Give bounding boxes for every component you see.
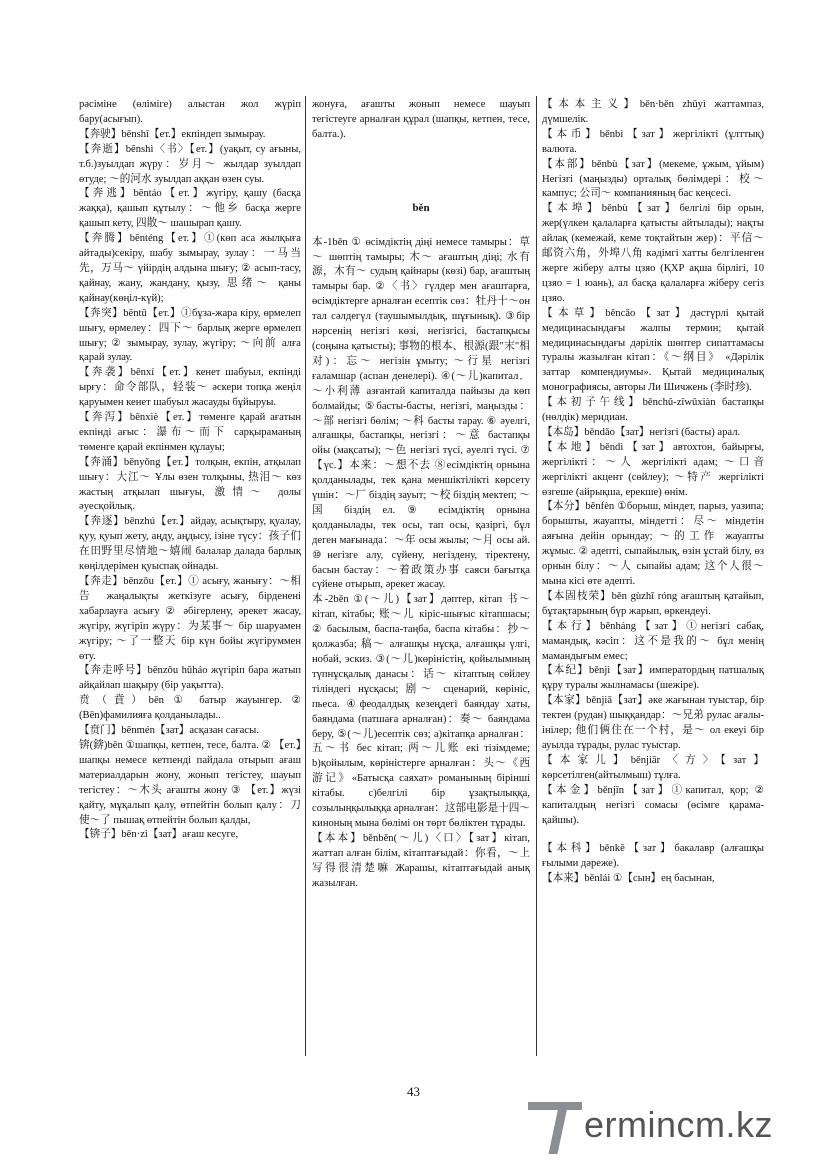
entry: 【本部】běnbù【зат】(мекеме, ұжым, ұйым) Негізгі (маңызды) орталық бөлімдері：校～ кампус; 公司～ компанияның бас кеңсесі. [542, 158, 764, 200]
entry: 【本币】běnbì【зат】жергілікті (ұлттық) валюта. [542, 128, 764, 155]
entry: 本-1běn ① өсімдіктің діңі немесе тамыры：草～ шөптің тамыры; 木～ ағаштың діңі; 水有源，木有～ судың қайнары (көзі) бар, ағаштың тамыры бар. ②〈书〉гүлдер мен ағаштарға, өсімдіктерге арналған есептік сөз：牡丹十～он тал сәлдегүл (таушымылдық, шұғынық). ③бір нәрсенің негізгі көзі, негізгісі, бастапқысы (соңына қатысты); 事物的根本、根源(跟"末"相对)：忘～ негізін ұмыту; ～行星 негізгі ғаламшар (аспан денелері). ④(～儿)капитал．～小利薄 азғантай капиталда пайызы да көп болмайды; ⑤басты-басты, негізгі, маңызды：～部 негізгі бөлім; ～科 басты тарау. ⑥ әуелгі, алғашқы, бастапқы, негізгі：～意 бастапқы ойы (мақсаты); ～色 негізгі түсі, әуелгі түсі. ⑦【үс.】本来：～想不去 ⑧есімдіктің орнына қолданылады, тек қана меншіктілікті көрсету үшін：～厂 біздің зауыт; ～校 біздің мектеп; ～国 біздің ел. ⑨ есімдіктің орнына қолданылады, тек осы, тап осы, қазіргі, бұл деген мағынада：～年 осы жылы; ～月 осы ай. ⑩негізге алу, сүйену, негіздену, тіректену, басын бастау：～着政策办事 саяси бағытқа сүйене отырып, әрекет жасау. [312, 236, 530, 591]
spacer [542, 828, 764, 842]
entry: 【奔涌】bēnyǒng【ет.】толқын, екпін, атқылап шығу：大江～ Ұлы өзен толқыны, 热泪～ көз жастың атқылап шығуы, 激情～ долы әуесқойлық. [79, 456, 301, 513]
entry: 本-2běn ①(～儿)【зат】дәптер, кітап 书～ кітап, кітабы; 账～儿 кіріс-шығыс кітапшасы; ② басылым, баспа-таңба, баспа кітабы：抄～ қолжазба; 稿～ алғашқы нұсқа, алғашқы үлгі, нобай, эскиз. ③(～儿)көріністің, қойылымның түпнұсқалық данасы：话～ кітаптың сөйлеу тіліндегі нұсқасы; 剧～ сценарий, көрініс, пьеса. ④феодалдық кезеңдегі баяндау хаты, баяндама (патшаға арналған)：奏～ баяндама беру, ⑤(～儿)есептік сөз; а)кітапқа арналған：五～书 бес кітап; 两～儿账 екі тізімдеме; b)қойылым, көріністерге арналған：头～《西游记》«Батысқа саяхат» романының бірінші кітабы. c)белгілі бір ұзақтылыққа, созылыңқылыққа арналған：这部电影是十四～ киноның мына бөлімі он төрт бөліктен тұрады. [312, 594, 530, 829]
entry: 锛(錛)bēn ①шапқы, кетпен, тесе, балта. ② 【ет.】шапқы немесе кетпенді пайдала отырып ағаш материалдарын жону, жонып тегістеу, шауып тегістеу：～木头 ағашты жону ③ 【ет.】жүзі қайту, мұқалып қалу, өтпейтін болып қалу：刀使～了 пышақ өтпейтін болып қалды, [79, 739, 301, 826]
column-divider-2 [536, 96, 537, 1056]
entry: 【奔驶】bēnshǐ【ет.】екпіндеп зымырау. [79, 128, 266, 140]
entry: 【奔逐】bēnzhú【ет.】айдау, асықтыру, қуалау, қуу, қуып жету, аңду, аңдысу, ізіне түсу：孩子们在田野里尽情地～嬉闹 балалар далада барлық көңілдерімен қуыспақ ойнады. [79, 516, 301, 573]
entry: 【本来】běnlái ①【сын】ең басынан, [542, 873, 715, 885]
entry: 【本埠】běnbù【зат】белгілі бір орын, жер(үлкен қалаларға қатысты айтылады); нақты айлақ (кемежай, кеме тоқтайтын жер)：平信～邮资六角，外埠八角 кәдімгі хатты белгіленген жерге жіберу алты цзяо (ҚХР ақша бірлігі, 10 цзяо = 1 юань), ал басқа қалаларға жіберу сегіз цзяо. [542, 203, 764, 304]
dictionary-column-2 [312, 98, 530, 892]
section-heading: běn [412, 201, 430, 214]
logo-t-bar [528, 1102, 582, 1110]
entry: жонуға, ағашты жонып немесе шауып тегістеуге арналған құрал (шапқы, кетпен, тесе, балта.). [312, 99, 530, 140]
entry: 【本分】běnfèn ①борыш, міндет, парыз, уазипа; борышты, жауапты, міндетті：尽～ міндетін аяғына дейін орындау; ～的工作 жауапты жұмыс. ② әдепті, сыпайылық, өзін ұстай білу, өз орнын білу：～人 сыпайы адам; 这个人很～ мына кісі өте әдепті. [542, 501, 764, 587]
entry: 【本金】běnjīn【зат】①капитал, қор; ② капиталдың негізгі сомасы (өсімге қарама-қайшы). [542, 784, 764, 826]
page-number: 43 [407, 1084, 420, 1099]
logo-text: erminc​m.kz [584, 1104, 774, 1145]
entry: 【奔走】bēnzǒu【ет.】① асығу, жанығу：～相告 жаңалықты жеткізуге асығу, бірденені хабарлауға асығу ② әбігерлену, әрекет жасау, жүгіру, жүгіріп жүру：为某事～ бір шаруамен жүгіру; ～了一整天 бір күн бойы жүгіруммен өту. [79, 576, 301, 662]
entry: 【奔走呼号】bēnzǒu hūháo жүгіріп бара жатып айқайлап шақыру (бір уақытта). [79, 665, 301, 692]
entry: 【奔腾】bēnténg【ет.】①(көп аса жылқыға айтады)секіру, шабу зымырау, зулау：一马当先，万马～ үйірдің алдына шығу; ② асып-тасу, қайнау, жану, жандану, қызу, 思绪～ қаны қайнау(көңіл-күй); [79, 233, 301, 304]
entry: 【本岛】běndǎo【зат】негізгі (басты) арал. [542, 426, 741, 438]
entry: 【本地】běndì【зат】автохтон, байырғы, жергілікті：～人 жергілікті адам; ～口音 жергілікті акцент (сөйлеу); ～特产 жергілікті өзгеше (айрықша, ерекше) өнім. [542, 441, 764, 498]
entry: 【奔逃】bēntáo【ет.】жүгіру, қашу (басқа жаққа), қашып құтылу：～他乡 басқа жерге қашып кету, 四散～ шашырап қашу. [79, 188, 301, 230]
entry: 【贲门】bēnmén【зат】асқазан сағасы. [79, 725, 259, 737]
entry: 【本本主义】běn·běn zhǔyì жаттампаз, дүмшелік. [542, 99, 764, 125]
termincom-logo [528, 1098, 813, 1160]
dictionary-column-3 [542, 98, 764, 887]
entry: 【本家】běnjiā【зат】әке жағынан туыстар, бір тектен (рудан) шыққандар：～兄弟 рулас ағалы-інілер; 他们俩住在一个村，是～ ол екеуі бір ауылда тұрады, рулас туыстар. [542, 695, 764, 751]
entry: 【本纪】běnjì【зат】императордың патшалық құру туралы жылнамасы (шежіре). [542, 665, 764, 692]
entry: 【奔泻】bēnxiè【ет.】төменге қарай ағатын екпінді ағыс：瀑布～而下 сарқыраманың төменге қарай екпінмен құлауы; [79, 412, 301, 453]
entry: 【本初子午线】běnchū-zǐwǔxiàn бастапқы (нөлдік) меридиан. [542, 397, 764, 424]
entry: 【本本】běnběn(～儿)〈口〉【зат】кітап, жаттап алған білім, кітаптағыдай：你看，～上写得很清楚嘛 Жарашы, кітаптағыдай анық жазылған. [312, 832, 530, 889]
entry: 【奔逝】bēnshì〈书〉【ет.】(уақыт, су ағыны, т.б.)зуылдап жүру：岁月～ жылдар зуылдап өтуде; ～的河水 зуылдап аққан өзен суы. [79, 143, 301, 185]
entry: 【本固枝荣】běn gùzhī róng ағаштың қатайып, бұтақтарының бүр жарып, өркендеуі. [542, 590, 764, 617]
entry: 贲（賁）bēn ① батыр жауынгер. ② (Bēn)фамилияға қолданылады.. [79, 695, 301, 722]
entry: рәсіміне (өліміге) алыстан жол жүріп бару(асығып). [79, 99, 301, 125]
column-divider-1 [305, 96, 306, 1056]
entry: 【锛子】bēn·zi【зат】ағаш кесуге, [79, 829, 239, 841]
dictionary-column-1 [79, 98, 301, 843]
entry: 【本家儿】běnjiār〈方〉【зат】көрсетілген(айтылмыш) тұлға. [542, 754, 764, 781]
entry: 【本草】běncǎo【зат】дәстүрлі қытай медицинасындағы жалпы термин; қытай медицинасындағы дәрілік шөптер сипаттамасы туралы жазылған кітап：《～纲目》 «Дәрілік заттар компендиумы». Қытай медициналық монографиясы, авторы Ли Шичжень (李时珍). [542, 307, 764, 394]
entry: 【奔突】bēntū【ет.】①бұза-жара кіру, өрмелеп шығу, өрмелеу：四下～ барлық жерге өрмелеп шығу; ② зымырау, зулау, жүгіру; ～向前 алға қарай зулау. [79, 307, 301, 364]
entry: 【奔袭】bēnxí【ет.】кенет шабуыл, екпінді ырғу：命令部队，轻装～ әскери топқа жеңіл қаруымен кенет шабуыл жасауды бұйыруы. [79, 367, 301, 409]
entry: 【本科】běnkē【зат】бакалавр (алғашқы ғылыми дәреже). [542, 843, 764, 870]
entry: 【本行】běnháng【зат】①негізгі сабақ, мамандық, кәсіп：这不是我的～ бұл менің мамандығым емес; [542, 620, 764, 662]
